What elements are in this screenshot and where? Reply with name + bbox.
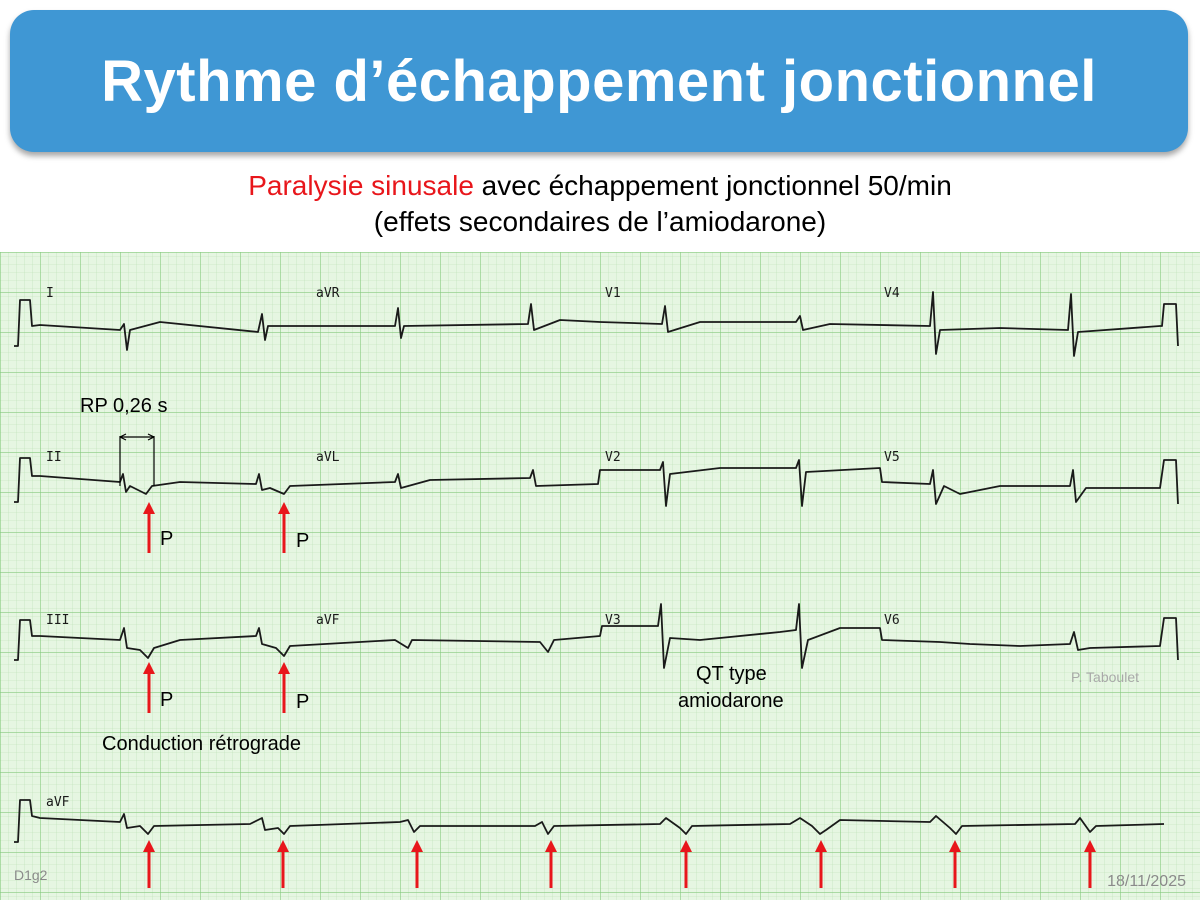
lead-label-v4: V4 xyxy=(884,286,900,301)
subtitle-line-1 xyxy=(0,168,1200,204)
subtitle-highlight: Paralysie sinusale xyxy=(248,170,474,201)
qt-label-line-1: QT type xyxy=(696,663,767,685)
p-wave-label: P xyxy=(160,689,174,711)
subtitle-line-2: (effets secondaires de l’amiodarone) xyxy=(373,206,827,237)
lead-label-avl: aVL xyxy=(316,450,340,465)
lead-label-i: I xyxy=(46,286,54,301)
ecg-grid xyxy=(0,252,1200,900)
slide-code: D1g2 xyxy=(14,867,48,883)
ecg-strip xyxy=(0,252,1200,900)
lead-label-v3: V3 xyxy=(605,613,621,628)
author-credit: P. Taboulet xyxy=(1071,669,1139,685)
lead-label-v1: V1 xyxy=(605,286,621,301)
lead-label-avr: aVR xyxy=(316,286,340,301)
p-wave-label: P xyxy=(160,528,174,550)
lead-label-v6: V6 xyxy=(884,613,900,628)
lead-label-avf-rhythm: aVF xyxy=(46,795,70,810)
conduction-label: Conduction rétrograde xyxy=(102,733,302,755)
title-banner xyxy=(10,10,1188,152)
p-wave-label: P xyxy=(296,530,310,552)
p-wave-label: P xyxy=(296,691,310,713)
lead-label-v5: V5 xyxy=(884,450,900,465)
subtitle-rest: avec échappement jonctionnel 50/min xyxy=(473,170,952,201)
lead-label-avf: aVF xyxy=(316,613,340,628)
slide-date: 18/11/2025 xyxy=(1107,873,1186,890)
lead-label-ii: II xyxy=(46,450,62,465)
lead-label-iii: III xyxy=(46,613,70,628)
qt-label-line-2: amiodarone xyxy=(678,690,784,712)
subtitle xyxy=(0,168,1200,240)
slide-title: Rythme d’échappement jonctionnel xyxy=(101,48,1097,114)
lead-label-v2: V2 xyxy=(605,450,621,465)
rp-interval-label: RP 0,26 s xyxy=(80,395,168,417)
